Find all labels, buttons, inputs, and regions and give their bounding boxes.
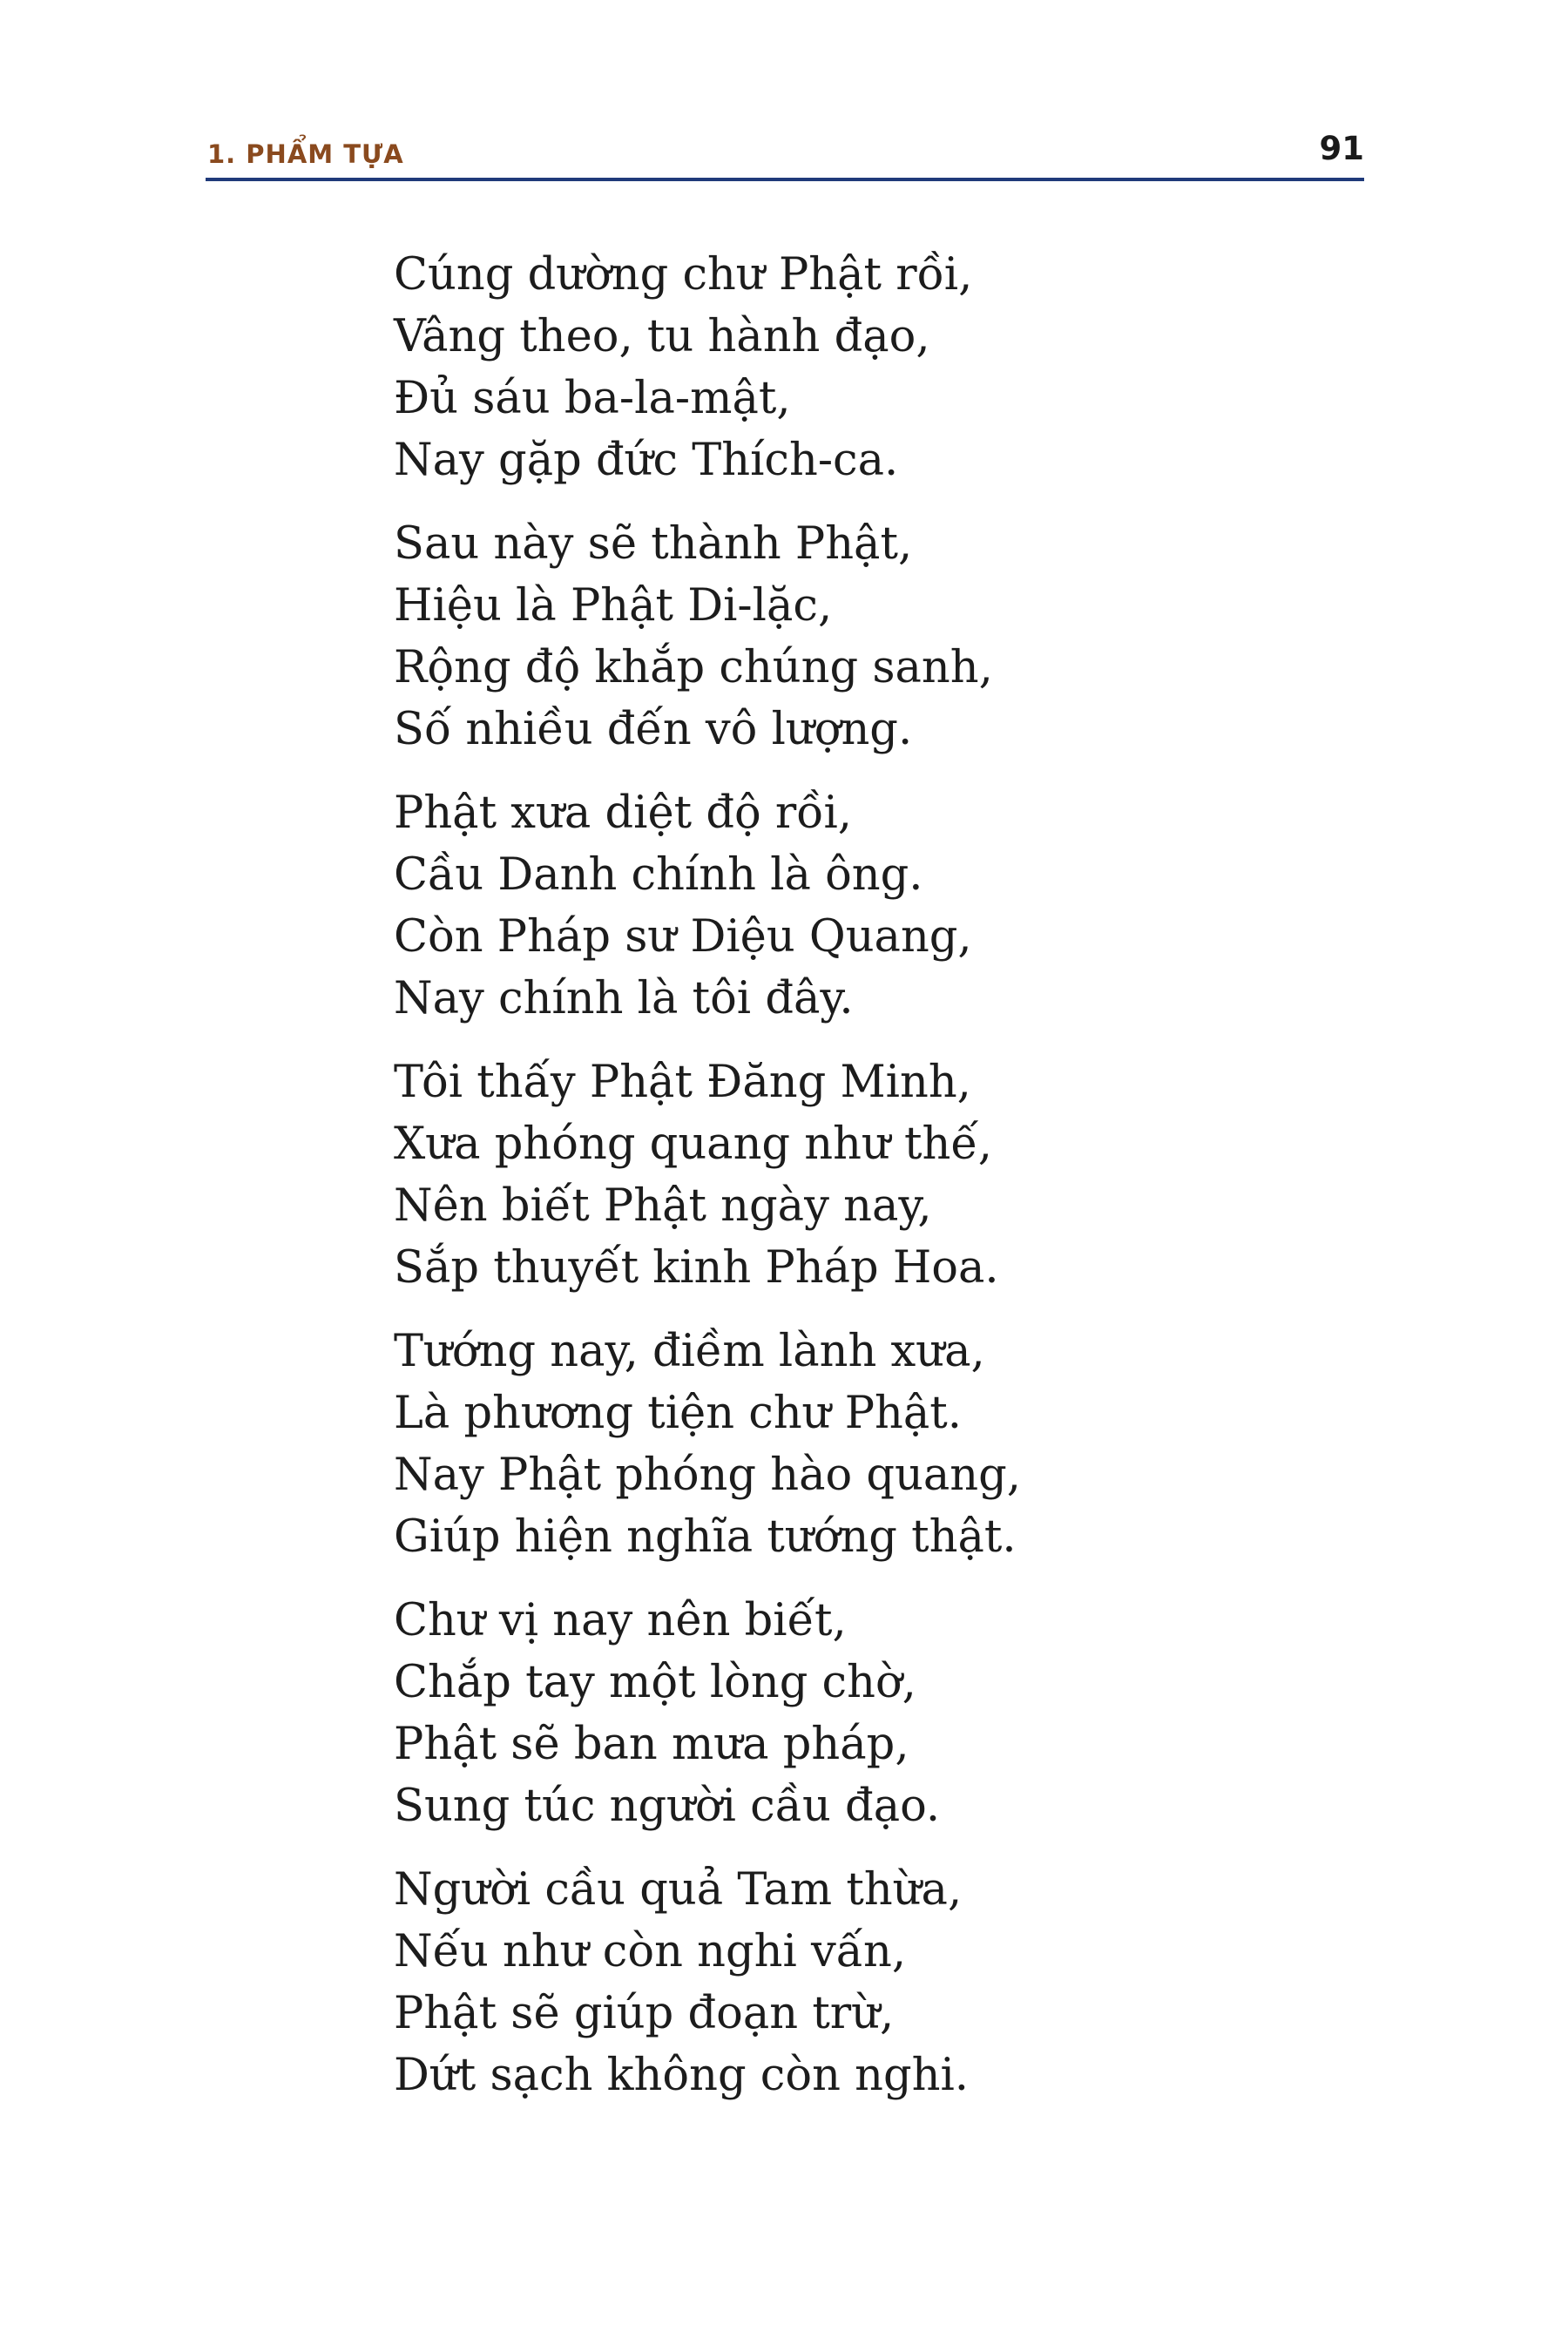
verse-line: Sau này sẽ thành Phật,: [394, 518, 913, 570]
verse-line: Rộng độ khắp chúng sanh,: [394, 642, 993, 693]
page-number: 91: [1319, 130, 1364, 167]
stanza-7: [394, 1859, 1352, 2106]
verse-line: Đủ sáu ba-la-mật,: [394, 373, 791, 424]
verse-line: Sắp thuyết kinh Pháp Hoa.: [394, 1242, 999, 1294]
verse-line: Phật sẽ giúp đoạn trừ,: [394, 1988, 895, 2039]
chapter-title: 1. PHẨM TỰA: [207, 139, 404, 169]
verse-line: Nếu như còn nghi vấn,: [394, 1926, 907, 1977]
verse-line: Giúp hiện nghĩa tướng thật.: [394, 1511, 1017, 1563]
verse-line: Tôi thấy Phật Đăng Minh,: [394, 1057, 971, 1108]
verse-line: Chắp tay một lòng chờ,: [394, 1657, 916, 1708]
stanza-2: [394, 513, 1352, 760]
stanza-3: [394, 782, 1352, 1030]
verse-line: Phật sẽ ban mưa pháp,: [394, 1719, 909, 1770]
verse-line: Xưa phóng quang như thế,: [394, 1119, 992, 1170]
verse-line: Sung túc người cầu đạo.: [394, 1781, 941, 1832]
stanza-1: [394, 244, 1352, 491]
stanza-4: [394, 1051, 1352, 1299]
verse-line: Cầu Danh chính là ông.: [394, 849, 923, 901]
verse-line: Số nhiều đến vô lượng.: [394, 704, 913, 755]
verse-line: Cúng dường chư Phật rồi,: [394, 249, 973, 301]
verse-line: Vâng theo, tu hành đạo,: [394, 311, 930, 362]
verse-body: [394, 244, 1352, 2128]
verse-line: Người cầu quả Tam thừa,: [394, 1864, 963, 1916]
verse-line: Còn Pháp sư Diệu Quang,: [394, 911, 972, 963]
verse-line: Dứt sạch không còn nghi.: [394, 2050, 969, 2101]
verse-line: Nên biết Phật ngày nay,: [394, 1180, 932, 1232]
stanza-6: [394, 1590, 1352, 1837]
verse-line: Phật xưa diệt độ rồi,: [394, 787, 853, 839]
verse-line: Là phương tiện chư Phật.: [394, 1388, 963, 1439]
verse-line: Nay chính là tôi đây.: [394, 973, 854, 1024]
verse-line: Nay gặp đức Thích-ca.: [394, 435, 899, 486]
stanza-5: [394, 1321, 1352, 1568]
verse-line: Tướng nay, điềm lành xưa,: [394, 1326, 985, 1377]
running-header: [206, 122, 1364, 181]
verse-line: Chư vị nay nên biết,: [394, 1595, 847, 1646]
verse-line: Hiệu là Phật Di-lặc,: [394, 580, 833, 632]
verse-line: Nay Phật phóng hào quang,: [394, 1450, 1022, 1501]
